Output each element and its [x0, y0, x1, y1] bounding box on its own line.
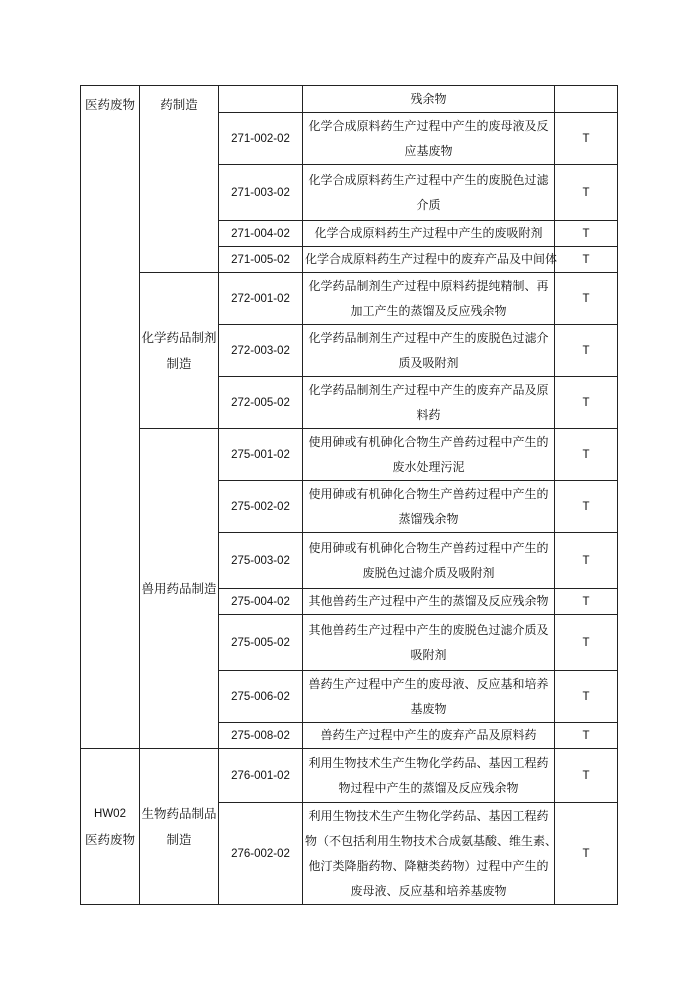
waste-code: 275-003-02	[219, 533, 303, 589]
table-row	[81, 86, 618, 113]
waste-description: 化学药品制剂生产过程中原料药提纯精制、再 加工产生的蒸馏及反应残余物	[303, 273, 555, 325]
waste-code: 276-002-02	[219, 803, 303, 905]
waste-code: 271-004-02	[219, 221, 303, 247]
table-row	[81, 273, 618, 325]
waste-description: 使用砷或有机砷化合物生产兽药过程中产生的 蒸馏残余物	[303, 481, 555, 533]
hazard-characteristic: T	[555, 221, 618, 247]
category-label: 医药废物	[84, 831, 135, 847]
hazard-characteristic: T	[555, 273, 618, 325]
subcategory-cell	[140, 86, 219, 273]
waste-code: 272-005-02	[219, 377, 303, 429]
hazard-characteristic: T	[555, 247, 618, 273]
waste-code: 275-002-02	[219, 481, 303, 533]
subcategory-cell: 生物药品制品 制造	[140, 749, 219, 905]
subcategory-cell: 兽用药品制造	[140, 429, 219, 749]
waste-description: 兽药生产过程中产生的废弃产品及原料药	[303, 723, 555, 749]
waste-code: 271-005-02	[219, 247, 303, 273]
waste-catalog-table	[80, 85, 618, 905]
waste-description: 化学合成原料药生产过程中的废弃产品及中间体	[303, 247, 555, 273]
waste-description: 化学合成原料药生产过程中产生的废吸附剂	[303, 221, 555, 247]
waste-code	[219, 86, 303, 113]
category-label: 医药废物	[84, 97, 135, 112]
waste-description: 其他兽药生产过程中产生的蒸馏及反应残余物	[303, 589, 555, 615]
hazard-characteristic: T	[555, 749, 618, 803]
hazard-characteristic: T	[555, 165, 618, 221]
waste-description: 残余物	[303, 86, 555, 113]
subcategory-label: 药制造	[160, 97, 198, 112]
subcategory-cell: 化学药品制剂 制造	[140, 273, 219, 429]
waste-code: 271-003-02	[219, 165, 303, 221]
waste-code: 272-001-02	[219, 273, 303, 325]
hazard-characteristic	[555, 86, 618, 113]
waste-description: 其他兽药生产过程中产生的废脱色过滤介质及 吸附剂	[303, 615, 555, 671]
waste-code: 275-006-02	[219, 671, 303, 723]
hazard-characteristic: T	[555, 615, 618, 671]
waste-description: 化学合成原料药生产过程中产生的废母液及反 应基废物	[303, 113, 555, 165]
category-cell	[81, 86, 140, 749]
hazard-characteristic: T	[555, 325, 618, 377]
waste-description: 使用砷或有机砷化合物生产兽药过程中产生的 废脱色过滤介质及吸附剂	[303, 533, 555, 589]
waste-code: 271-002-02	[219, 113, 303, 165]
waste-code: 275-001-02	[219, 429, 303, 481]
hazard-characteristic: T	[555, 113, 618, 165]
waste-code: 275-005-02	[219, 615, 303, 671]
table-row	[81, 749, 618, 803]
waste-code: 276-001-02	[219, 749, 303, 803]
waste-description: 兽药生产过程中产生的废母液、反应基和培养 基废物	[303, 671, 555, 723]
hazard-characteristic: T	[555, 481, 618, 533]
category-code: HW02	[94, 807, 126, 820]
waste-description: 化学药品制剂生产过程中产生的废弃产品及原 料药	[303, 377, 555, 429]
waste-description: 化学合成原料药生产过程中产生的废脱色过滤 介质	[303, 165, 555, 221]
waste-description: 利用生物技术生产生物化学药品、基因工程药 物过程中产生的蒸馏及反应残余物	[303, 749, 555, 803]
waste-code: 275-008-02	[219, 723, 303, 749]
waste-description: 使用砷或有机砷化合物生产兽药过程中产生的 废水处理污泥	[303, 429, 555, 481]
hazard-characteristic: T	[555, 723, 618, 749]
waste-code: 275-004-02	[219, 589, 303, 615]
hazard-characteristic: T	[555, 589, 618, 615]
waste-description: 化学药品制剂生产过程中产生的废脱色过滤介 质及吸附剂	[303, 325, 555, 377]
hazard-characteristic: T	[555, 429, 618, 481]
hazard-characteristic: T	[555, 377, 618, 429]
hazard-characteristic: T	[555, 533, 618, 589]
waste-description: 利用生物技术生产生物化学药品、基因工程药 物（不包括利用生物技术合成氨基酸、维生素、 他汀类降脂药物、降糖类药物）过程中产生的 废母液、反应基和培养基废物	[303, 803, 555, 905]
table-row	[81, 429, 618, 481]
category-cell	[81, 749, 140, 905]
hazard-characteristic: T	[555, 803, 618, 905]
waste-code: 272-003-02	[219, 325, 303, 377]
hazard-characteristic: T	[555, 671, 618, 723]
